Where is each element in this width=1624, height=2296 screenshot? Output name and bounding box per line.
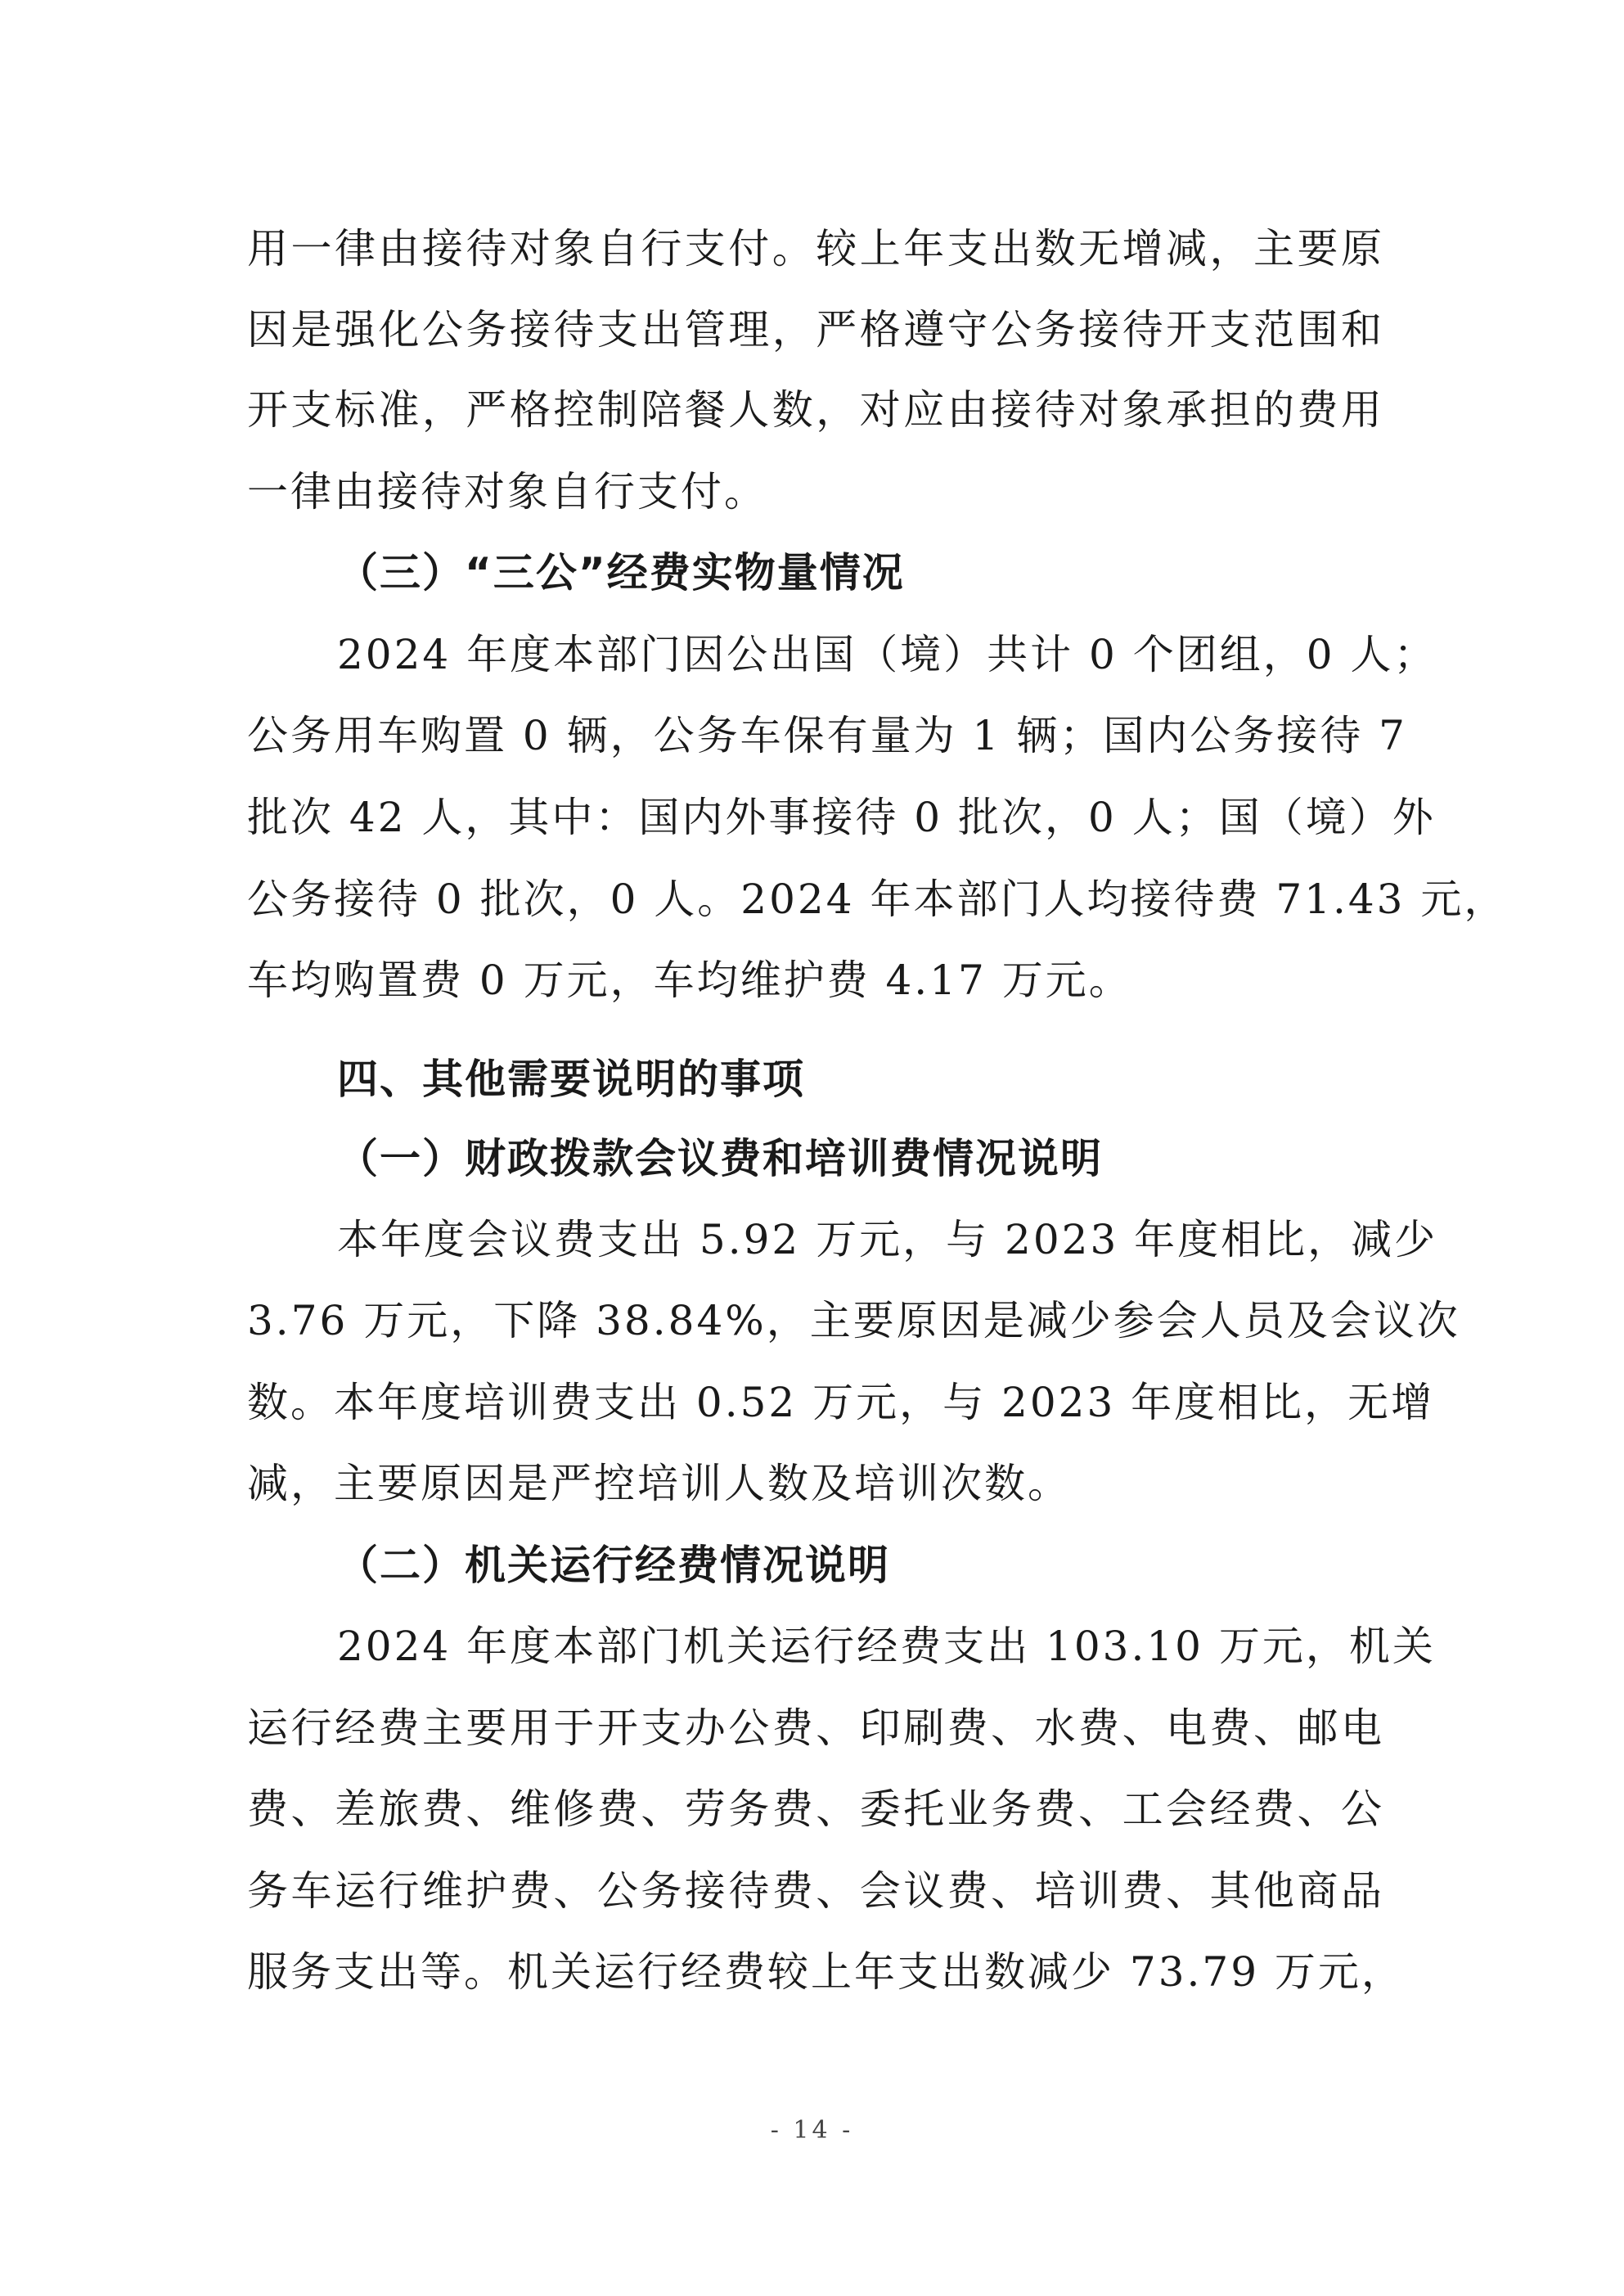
paragraph-line: 3.76 万元，下降 38.84%，主要原因是减少参会人员及会议次 xyxy=(247,1297,1460,1344)
paragraph-line: 减，主要原因是严控培训人数及培训次数。 xyxy=(247,1460,1071,1507)
paragraph-line: 开支标准，严格控制陪餐人数，对应由接待对象承担的费用 xyxy=(247,386,1384,434)
section-heading-4-2: （二）机关运行经费情况说明 xyxy=(337,1542,890,1589)
paragraph-line: 公务用车购置 0 辆，公务车保有量为 1 辆；国内公务接待 7 xyxy=(247,712,1407,759)
page-number: - 14 - xyxy=(770,2116,854,2145)
section-heading-3: （三）“三公”经费实物量情况 xyxy=(337,549,905,597)
paragraph-line: 用一律由接待对象自行支付。较上年支出数无增减，主要原 xyxy=(247,225,1384,272)
section-heading-4-1: （一）财政拨款会议费和培训费情况说明 xyxy=(337,1135,1103,1182)
paragraph-line: 费、差旅费、维修费、劳务费、委托业务费、工会经费、公 xyxy=(247,1785,1384,1833)
paragraph-line: 服务支出等。机关运行经费较上年支出数减少 73.79 万元， xyxy=(247,1948,1405,1996)
paragraph-line: 2024 年度本部门因公出国（境）共计 0 个团组，0 人； xyxy=(337,631,1437,678)
paragraph-line: 数。本年度培训费支出 0.52 万元，与 2023 年度相比，无增 xyxy=(247,1379,1435,1426)
paragraph-line: 批次 42 人，其中：国内外事接待 0 批次，0 人；国（境）外 xyxy=(247,794,1436,841)
paragraph-line: 务车运行维护费、公务接待费、会议费、培训费、其他商品 xyxy=(247,1867,1384,1915)
paragraph-line: 公务接待 0 批次，0 人。2024 年本部门人均接待费 71.43 元， xyxy=(247,876,1508,923)
paragraph-line: 因是强化公务接待支出管理，严格遵守公务接待开支范围和 xyxy=(247,306,1384,353)
paragraph-line: 2024 年度本部门机关运行经费支出 103.10 万元，机关 xyxy=(337,1623,1436,1670)
section-heading-4: 四、其他需要说明的事项 xyxy=(337,1056,805,1103)
paragraph-line: 车均购置费 0 万元，车均维护费 4.17 万元。 xyxy=(247,957,1132,1004)
paragraph-line: 本年度会议费支出 5.92 万元，与 2023 年度相比，减少 xyxy=(337,1216,1438,1263)
paragraph-line: 运行经费主要用于开支办公费、印刷费、水费、电费、邮电 xyxy=(247,1704,1384,1752)
paragraph-line: 一律由接待对象自行支付。 xyxy=(247,468,767,515)
